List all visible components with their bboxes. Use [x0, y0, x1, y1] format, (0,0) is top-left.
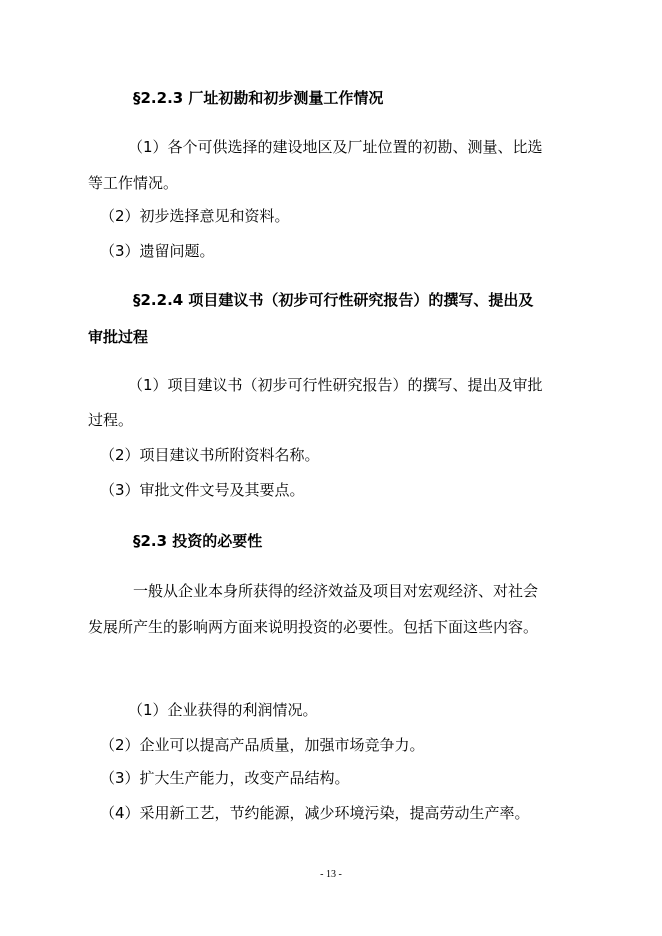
list-item: （1）项目建议书（初步可行性研究报告）的撰写、提出及审批 [128, 376, 543, 394]
paragraph-line: 发展所产生的影响两方面来说明投资的必要性。包括下面这些内容。 [88, 618, 539, 636]
section-heading-2-2-4-continuation: 审批过程 [88, 328, 149, 346]
list-item: （3）扩大生产能力，改变产品结构。 [100, 769, 350, 787]
section-heading-2-3: §2.3 投资的必要性 [133, 532, 263, 550]
list-item: （2）企业可以提高产品质量，加强市场竞争力。 [100, 736, 425, 754]
list-item-continuation: 等工作情况。 [88, 174, 179, 192]
page-number: - 13 - [320, 869, 342, 880]
list-item-continuation: 过程。 [88, 411, 134, 429]
paragraph-line: 一般从企业本身所获得的经济效益及项目对宏观经济、对社会 [133, 582, 539, 600]
list-item: （3）审批文件文号及其要点。 [100, 481, 305, 499]
section-heading-2-2-4: §2.2.4 项目建议书（初步可行性研究报告）的撰写、提出及 [133, 291, 534, 309]
section-heading-2-2-3: §2.2.3 厂址初勘和初步测量工作情况 [133, 89, 384, 107]
list-item: （1）各个可供选择的建设地区及厂址位置的初勘、测量、比选 [128, 138, 543, 156]
list-item: （4）采用新工艺，节约能源，减少环境污染，提高劳动生产率。 [100, 804, 530, 822]
list-item: （2）初步选择意见和资料。 [100, 207, 290, 225]
list-item: （2）项目建议书所附资料名称。 [100, 446, 320, 464]
list-item: （3）遗留问题。 [100, 242, 215, 260]
list-item: （1）企业获得的利润情况。 [128, 701, 318, 719]
